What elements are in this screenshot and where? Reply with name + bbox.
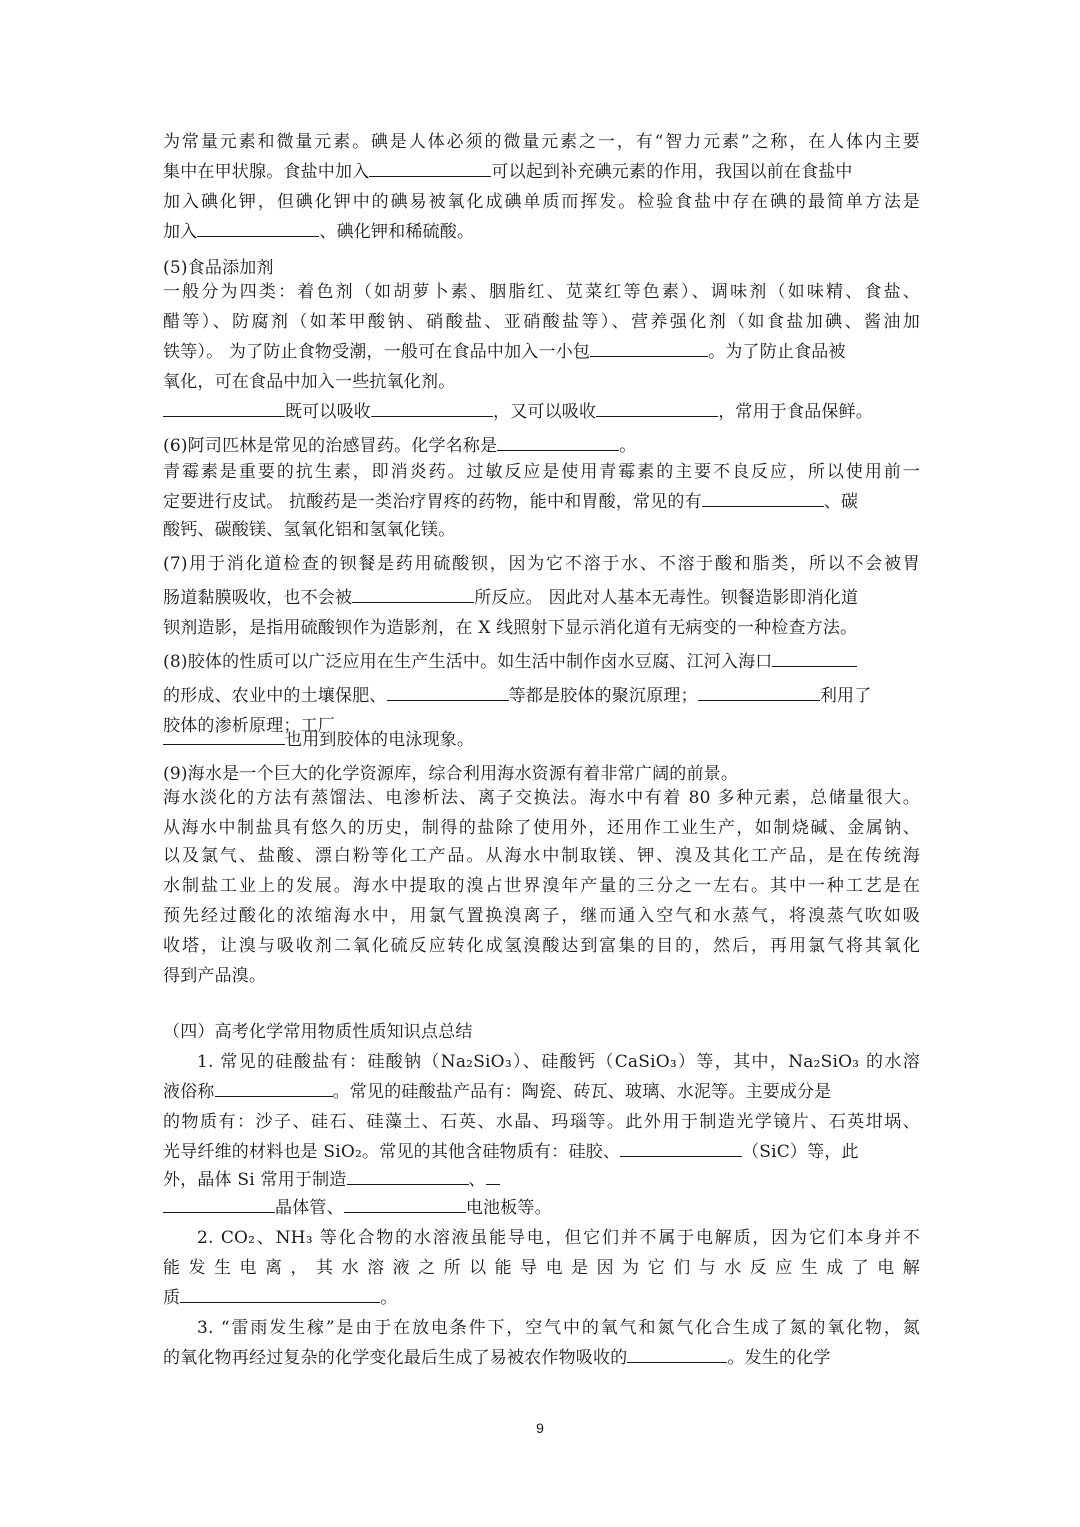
fill-blank[interactable]	[344, 1194, 466, 1213]
text-line	[163, 216, 920, 248]
text-line: 酸钙、碳酸镁、氢氧化铝和氢氧化镁。	[163, 520, 456, 540]
fill-blank[interactable]	[163, 726, 285, 745]
text-line: 加入碘化钾，但碘化钾中的碘易被氧化成碘单质而挥发。检验食盐中存在碘的最简单方法是	[163, 192, 920, 212]
fill-blank[interactable]	[698, 682, 820, 701]
fill-blank[interactable]	[772, 648, 857, 667]
text-fragment: 、碳	[823, 492, 859, 512]
text-fragment: 定要进行皮试。 抗酸药是一类治疗胃疼的药物，能中和胃酸，常见的有	[163, 492, 702, 512]
text-fragment: 集中在甲状腺。食盐中加入	[163, 162, 370, 182]
text-fragment: 。为了防止食品被	[708, 342, 846, 362]
text-fragment: 液俗称	[163, 1082, 215, 1102]
text-fragment: 可以起到补充碘元素的作用，我国以前在食盐中	[491, 162, 853, 182]
text-fragment: （SiC）等，此	[742, 1142, 859, 1162]
text-line	[163, 1076, 920, 1108]
text-fragment: 加入	[163, 222, 198, 242]
text-fragment: 质	[163, 1288, 181, 1308]
fill-blank[interactable]	[596, 398, 718, 417]
text-fragment: 利用了	[819, 686, 872, 706]
text-line: 的物质有：沙子、硅石、硅藻土、石英、水晶、玛瑙等。此外用于制造光学镜片、石英坩埚、	[163, 1112, 920, 1132]
page-number: 9	[536, 1420, 544, 1436]
text-fragment: 。发生的化学	[727, 1348, 831, 1368]
text-line: 青霉素是重要的抗生素，即消炎药。过敏反应是使用青霉素的主要不良反应，所以使用前一	[163, 462, 920, 482]
fill-blank[interactable]	[369, 158, 491, 177]
text-line: 2. CO₂、NH₃ 等化合物的水溶液虽能导电，但它们并不属于电解质，因为它们本身并不	[197, 1228, 920, 1248]
text-fragment: ，常用于食品保鲜。	[718, 402, 874, 422]
fill-blank[interactable]	[347, 1166, 469, 1185]
text-fragment: 既可以吸收	[285, 402, 371, 422]
fill-blank[interactable]	[387, 682, 509, 701]
text-fragment: 等都是胶体的聚沉原理；	[508, 686, 698, 706]
fill-blank[interactable]	[180, 1284, 380, 1303]
text-line: 能发生电离，其水溶液之所以能导电是因为它们与水反应生成了电解	[163, 1258, 920, 1278]
fill-blank[interactable]	[590, 338, 708, 357]
text-fragment: (6)阿司匹林是常见的治感冒药。化学名称是	[163, 436, 498, 456]
text-fragment: 外，晶体 Si 常用于制造	[163, 1170, 347, 1190]
fill-blank[interactable]	[497, 432, 619, 451]
text-line: 从海水中制盐具有悠久的历史，制得的盐除了使用外，还用作工业生产，如制烧碱、金属钠、	[163, 818, 920, 838]
section-heading: （四）高考化学常用物质性质知识点总结	[163, 1022, 473, 1042]
text-line: 胶体的渗析原理；工厂	[163, 716, 335, 736]
text-line: 得到产品溴。	[163, 966, 267, 986]
text-line	[163, 1192, 920, 1224]
fill-blank[interactable]	[371, 398, 493, 417]
fill-blank[interactable]	[163, 398, 285, 417]
text-line	[163, 336, 920, 368]
text-line: 1. 常见的硅酸盐有：硅酸钠（Na₂SiO₃）、硅酸钙（CaSiO₃）等，其中，Na₂SiO₃ 的水溶	[197, 1052, 920, 1072]
text-line: 为常量元素和微量元素。碘是人体必须的微量元素之一，有“智力元素”之称，在人体内主要	[163, 132, 920, 152]
text-line: 氧化，可在食品中加入一些抗氧化剂。	[163, 372, 456, 392]
text-line	[163, 1342, 920, 1374]
fill-blank[interactable]	[702, 488, 824, 507]
text-fragment: 。	[619, 436, 637, 456]
text-line: 3. “雷雨发生稼”是由于在放电条件下，空气中的氧气和氮气化合生成了氮的氧化物，氮	[197, 1318, 920, 1338]
text-line: 水制盐工业上的发展。海水中提取的溴占世界溴年产量的三分之一左右。其中一种工艺是在	[163, 876, 920, 896]
fill-blank[interactable]	[620, 1138, 742, 1157]
text-fragment: 。	[380, 1288, 398, 1308]
text-fragment: 的形成、农业中的土壤保肥、	[163, 686, 387, 706]
text-line: 预先经过酸化的浓缩海水中，用氯气置换溴离子，继而通入空气和水蒸气，将溴蒸气吹如吸	[163, 906, 920, 926]
text-line: 一般分为四类：着色剂（如胡萝卜素、胭脂红、苋菜红等色素）、调味剂（如味精、食盐、	[163, 282, 920, 302]
text-fragment: 所反应。 因此对人基本无毒性。钡餐造影即消化道	[474, 588, 859, 608]
text-fragment: 的氧化物再经过复杂的化学变化最后生成了易被农作物吸收的	[163, 1348, 628, 1368]
text-fragment: 铁等）。 为了防止食物受潮，一般可在食品中加入一小包	[163, 342, 591, 362]
text-fragment: 、碘化钾和稀硫酸。	[319, 222, 475, 242]
text-fragment: 肠道黏膜吸收，也不会被	[163, 588, 353, 608]
text-line: 以及氯气、盐酸、漂白粉等化工产品。从海水中制取镁、钾、溴及其化工产品，是在传统海	[163, 846, 920, 866]
text-fragment: 光导纤维的材料也是 SiO₂。常见的其他含硅物质有：硅胶、	[163, 1142, 621, 1162]
text-line	[163, 646, 920, 678]
text-fragment: 晶体管、	[275, 1198, 344, 1218]
text-fragment: 、	[468, 1170, 486, 1190]
text-fragment: 也用到胶体的电泳现象。	[285, 730, 475, 750]
text-line: (7)用于消化道检查的钡餐是药用硫酸钡，因为它不溶于水、不溶于酸和脂类，所以不会被胃	[163, 554, 920, 574]
text-fragment: 电池板等。	[465, 1198, 552, 1218]
text-line: 钡剂造影，是指用硫酸钡作为造影剂，在 X 线照射下显示消化道有无病变的一种检查方法。	[163, 618, 858, 638]
fill-blank[interactable]	[197, 218, 319, 237]
text-line: 醋等）、防腐剂（如苯甲酸钠、硝酸盐、亚硝酸盐等）、营养强化剂（如食盐加碘、酱油加	[163, 312, 920, 332]
text-line	[163, 680, 920, 712]
text-fragment: (8)胶体的性质可以广泛应用在生产生活中。如生活中制作卤水豆腐、江河入海口	[163, 652, 773, 672]
text-line: 海水淡化的方法有蒸馏法、电渗析法、离子交换法。海水中有着 80 多种元素，总储量很大。	[163, 788, 920, 808]
text-fragment: 。常见的硅酸盐产品有：陶瓷、砖瓦、玻璃、水泥等。主要成分是	[332, 1082, 832, 1102]
text-fragment: ，又可以吸收	[493, 402, 597, 422]
text-line: (9)海水是一个巨大的化学资源库，综合利用海水资源有着非常广阔的前景。	[163, 764, 739, 784]
text-line	[163, 582, 920, 614]
text-line	[163, 1282, 920, 1314]
text-line: 收塔，让溴与吸收剂二氧化硫反应转化成氢溴酸达到富集的目的，然后，再用氯气将其氧化	[163, 936, 920, 956]
fill-blank[interactable]	[215, 1078, 333, 1097]
text-line	[163, 396, 920, 428]
fill-blank[interactable]	[352, 584, 474, 603]
fill-blank[interactable]	[627, 1344, 727, 1363]
fill-blank[interactable]	[486, 1166, 500, 1185]
text-line	[163, 724, 920, 756]
section-title: (5)食品添加剂	[163, 258, 274, 278]
text-line	[163, 156, 920, 188]
fill-blank[interactable]	[163, 1194, 275, 1213]
